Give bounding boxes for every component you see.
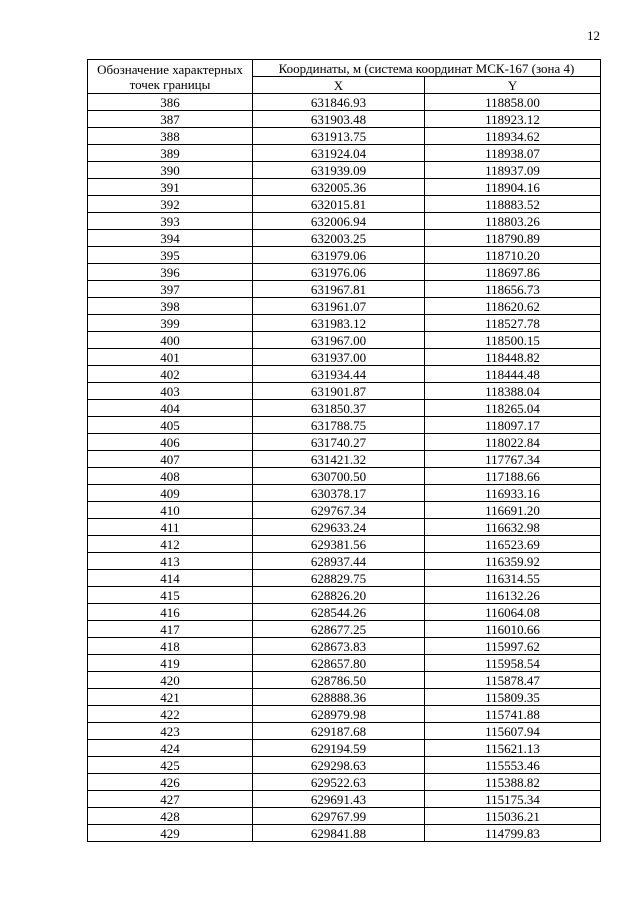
table-row xyxy=(88,349,601,366)
point-id-cell: 423 xyxy=(88,723,253,740)
x-coordinate-cell: 629841.88 xyxy=(253,825,425,842)
point-id-cell: 414 xyxy=(88,570,253,587)
point-id-cell: 406 xyxy=(88,434,253,451)
x-coordinate-cell: 631788.75 xyxy=(253,417,425,434)
table-row xyxy=(88,298,601,315)
point-id-cell: 429 xyxy=(88,825,253,842)
x-coordinate-cell: 629298.63 xyxy=(253,757,425,774)
point-id-cell: 404 xyxy=(88,400,253,417)
table-row xyxy=(88,621,601,638)
y-coordinate-cell: 117767.34 xyxy=(425,451,601,468)
table-row xyxy=(88,723,601,740)
x-coordinate-cell: 631934.44 xyxy=(253,366,425,383)
y-coordinate-cell: 115388.82 xyxy=(425,774,601,791)
point-id-cell: 410 xyxy=(88,502,253,519)
table-row xyxy=(88,706,601,723)
points-header: Обозначение характерных точек границы xyxy=(88,60,253,94)
point-id-cell: 393 xyxy=(88,213,253,230)
point-id-cell: 428 xyxy=(88,808,253,825)
x-coordinate-cell: 629767.99 xyxy=(253,808,425,825)
point-id-cell: 427 xyxy=(88,791,253,808)
x-coordinate-cell: 628888.36 xyxy=(253,689,425,706)
table-row xyxy=(88,502,601,519)
y-header: Y xyxy=(425,77,601,94)
x-coordinate-cell: 628657.80 xyxy=(253,655,425,672)
y-coordinate-cell: 118803.26 xyxy=(425,213,601,230)
y-coordinate-cell: 115809.35 xyxy=(425,689,601,706)
point-id-cell: 387 xyxy=(88,111,253,128)
y-coordinate-cell: 115741.88 xyxy=(425,706,601,723)
y-coordinate-cell: 118904.16 xyxy=(425,179,601,196)
x-coordinate-cell: 631983.12 xyxy=(253,315,425,332)
y-coordinate-cell: 118527.78 xyxy=(425,315,601,332)
table-row xyxy=(88,332,601,349)
y-coordinate-cell: 118388.04 xyxy=(425,383,601,400)
table-row xyxy=(88,94,601,111)
x-coordinate-cell: 631901.87 xyxy=(253,383,425,400)
x-coordinate-cell: 630700.50 xyxy=(253,468,425,485)
y-coordinate-cell: 116064.08 xyxy=(425,604,601,621)
point-id-cell: 418 xyxy=(88,638,253,655)
y-coordinate-cell: 118790.89 xyxy=(425,230,601,247)
point-id-cell: 425 xyxy=(88,757,253,774)
x-coordinate-cell: 629381.56 xyxy=(253,536,425,553)
table-row xyxy=(88,264,601,281)
table-row xyxy=(88,315,601,332)
point-id-cell: 392 xyxy=(88,196,253,213)
table-row xyxy=(88,434,601,451)
x-coordinate-cell: 629187.68 xyxy=(253,723,425,740)
y-coordinate-cell: 116523.69 xyxy=(425,536,601,553)
table-row xyxy=(88,553,601,570)
x-coordinate-cell: 628937.44 xyxy=(253,553,425,570)
table-row xyxy=(88,400,601,417)
x-coordinate-cell: 629633.24 xyxy=(253,519,425,536)
x-coordinate-cell: 628677.25 xyxy=(253,621,425,638)
y-coordinate-cell: 118448.82 xyxy=(425,349,601,366)
table-row xyxy=(88,604,601,621)
x-coordinate-cell: 628786.50 xyxy=(253,672,425,689)
y-coordinate-cell: 116933.16 xyxy=(425,485,601,502)
y-coordinate-cell: 114799.83 xyxy=(425,825,601,842)
x-coordinate-cell: 631850.37 xyxy=(253,400,425,417)
point-id-cell: 399 xyxy=(88,315,253,332)
table-row xyxy=(88,689,601,706)
y-coordinate-cell: 118697.86 xyxy=(425,264,601,281)
point-id-cell: 386 xyxy=(88,94,253,111)
x-coordinate-cell: 631924.04 xyxy=(253,145,425,162)
point-id-cell: 388 xyxy=(88,128,253,145)
x-coordinate-cell: 631961.07 xyxy=(253,298,425,315)
y-coordinate-cell: 118858.00 xyxy=(425,94,601,111)
point-id-cell: 405 xyxy=(88,417,253,434)
y-coordinate-cell: 115958.54 xyxy=(425,655,601,672)
point-id-cell: 401 xyxy=(88,349,253,366)
y-coordinate-cell: 115175.34 xyxy=(425,791,601,808)
point-id-cell: 421 xyxy=(88,689,253,706)
y-coordinate-cell: 115997.62 xyxy=(425,638,601,655)
table-row xyxy=(88,468,601,485)
y-coordinate-cell: 118710.20 xyxy=(425,247,601,264)
x-coordinate-cell: 632015.81 xyxy=(253,196,425,213)
y-coordinate-cell: 118883.52 xyxy=(425,196,601,213)
table-row xyxy=(88,196,601,213)
x-coordinate-cell: 631967.81 xyxy=(253,281,425,298)
y-coordinate-cell: 118265.04 xyxy=(425,400,601,417)
y-coordinate-cell: 118500.15 xyxy=(425,332,601,349)
x-coordinate-cell: 629194.59 xyxy=(253,740,425,757)
table-row xyxy=(88,791,601,808)
x-coordinate-cell: 631937.00 xyxy=(253,349,425,366)
table-row xyxy=(88,655,601,672)
x-coordinate-cell: 631967.00 xyxy=(253,332,425,349)
point-id-cell: 398 xyxy=(88,298,253,315)
point-id-cell: 403 xyxy=(88,383,253,400)
x-coordinate-cell: 632005.36 xyxy=(253,179,425,196)
x-coordinate-cell: 630378.17 xyxy=(253,485,425,502)
y-coordinate-cell: 116359.92 xyxy=(425,553,601,570)
y-coordinate-cell: 118097.17 xyxy=(425,417,601,434)
table-row xyxy=(88,638,601,655)
x-coordinate-cell: 628826.20 xyxy=(253,587,425,604)
point-id-cell: 412 xyxy=(88,536,253,553)
table-row xyxy=(88,383,601,400)
y-coordinate-cell: 115607.94 xyxy=(425,723,601,740)
point-id-cell: 416 xyxy=(88,604,253,621)
table-row xyxy=(88,451,601,468)
table-row xyxy=(88,536,601,553)
x-coordinate-cell: 631939.09 xyxy=(253,162,425,179)
table-row xyxy=(88,757,601,774)
table-row xyxy=(88,366,601,383)
y-coordinate-cell: 116010.66 xyxy=(425,621,601,638)
y-coordinate-cell: 117188.66 xyxy=(425,468,601,485)
x-coordinate-cell: 628544.26 xyxy=(253,604,425,621)
point-id-cell: 426 xyxy=(88,774,253,791)
x-coordinate-cell: 631976.06 xyxy=(253,264,425,281)
point-id-cell: 411 xyxy=(88,519,253,536)
table-row xyxy=(88,417,601,434)
table-row xyxy=(88,825,601,842)
table-row xyxy=(88,179,601,196)
point-id-cell: 394 xyxy=(88,230,253,247)
y-coordinate-cell: 116314.55 xyxy=(425,570,601,587)
point-id-cell: 409 xyxy=(88,485,253,502)
y-coordinate-cell: 118934.62 xyxy=(425,128,601,145)
x-coordinate-cell: 631740.27 xyxy=(253,434,425,451)
point-id-cell: 415 xyxy=(88,587,253,604)
point-id-cell: 391 xyxy=(88,179,253,196)
x-coordinate-cell: 629522.63 xyxy=(253,774,425,791)
x-header: X xyxy=(253,77,425,94)
point-id-cell: 424 xyxy=(88,740,253,757)
point-id-cell: 389 xyxy=(88,145,253,162)
x-coordinate-cell: 631913.75 xyxy=(253,128,425,145)
table-row xyxy=(88,111,601,128)
page-number: 12 xyxy=(587,28,600,43)
point-id-cell: 390 xyxy=(88,162,253,179)
y-coordinate-cell: 116132.26 xyxy=(425,587,601,604)
point-id-cell: 420 xyxy=(88,672,253,689)
table-row xyxy=(88,281,601,298)
y-coordinate-cell: 115878.47 xyxy=(425,672,601,689)
point-id-cell: 417 xyxy=(88,621,253,638)
x-coordinate-cell: 628979.98 xyxy=(253,706,425,723)
point-id-cell: 419 xyxy=(88,655,253,672)
table-row xyxy=(88,808,601,825)
table-row xyxy=(88,774,601,791)
table-body xyxy=(88,94,601,842)
x-coordinate-cell: 629767.34 xyxy=(253,502,425,519)
table-row xyxy=(88,128,601,145)
x-coordinate-cell: 631421.32 xyxy=(253,451,425,468)
y-coordinate-cell: 115553.46 xyxy=(425,757,601,774)
point-id-cell: 407 xyxy=(88,451,253,468)
table-row xyxy=(88,247,601,264)
x-coordinate-cell: 628829.75 xyxy=(253,570,425,587)
table-row xyxy=(88,485,601,502)
x-coordinate-cell: 632003.25 xyxy=(253,230,425,247)
y-coordinate-cell: 118656.73 xyxy=(425,281,601,298)
y-coordinate-cell: 115036.21 xyxy=(425,808,601,825)
y-coordinate-cell: 115621.13 xyxy=(425,740,601,757)
y-coordinate-cell: 118923.12 xyxy=(425,111,601,128)
coordinates-table xyxy=(87,59,601,842)
table-row xyxy=(88,570,601,587)
point-id-cell: 397 xyxy=(88,281,253,298)
table-row xyxy=(88,587,601,604)
x-coordinate-cell: 631903.48 xyxy=(253,111,425,128)
point-id-cell: 400 xyxy=(88,332,253,349)
y-coordinate-cell: 118937.09 xyxy=(425,162,601,179)
point-id-cell: 402 xyxy=(88,366,253,383)
coordinates-header: Координаты, м (система координат МСК-167 (зона 4) xyxy=(253,60,601,77)
table-row xyxy=(88,213,601,230)
table-row xyxy=(88,145,601,162)
table-row xyxy=(88,230,601,247)
x-coordinate-cell: 631846.93 xyxy=(253,94,425,111)
x-coordinate-cell: 629691.43 xyxy=(253,791,425,808)
table-row xyxy=(88,740,601,757)
y-coordinate-cell: 118022.84 xyxy=(425,434,601,451)
table-row xyxy=(88,672,601,689)
y-coordinate-cell: 118444.48 xyxy=(425,366,601,383)
table-row xyxy=(88,162,601,179)
point-id-cell: 408 xyxy=(88,468,253,485)
point-id-cell: 422 xyxy=(88,706,253,723)
y-coordinate-cell: 118938.07 xyxy=(425,145,601,162)
table-row xyxy=(88,519,601,536)
point-id-cell: 396 xyxy=(88,264,253,281)
y-coordinate-cell: 118620.62 xyxy=(425,298,601,315)
x-coordinate-cell: 631979.06 xyxy=(253,247,425,264)
point-id-cell: 395 xyxy=(88,247,253,264)
point-id-cell: 413 xyxy=(88,553,253,570)
x-coordinate-cell: 628673.83 xyxy=(253,638,425,655)
y-coordinate-cell: 116691.20 xyxy=(425,502,601,519)
x-coordinate-cell: 632006.94 xyxy=(253,213,425,230)
y-coordinate-cell: 116632.98 xyxy=(425,519,601,536)
